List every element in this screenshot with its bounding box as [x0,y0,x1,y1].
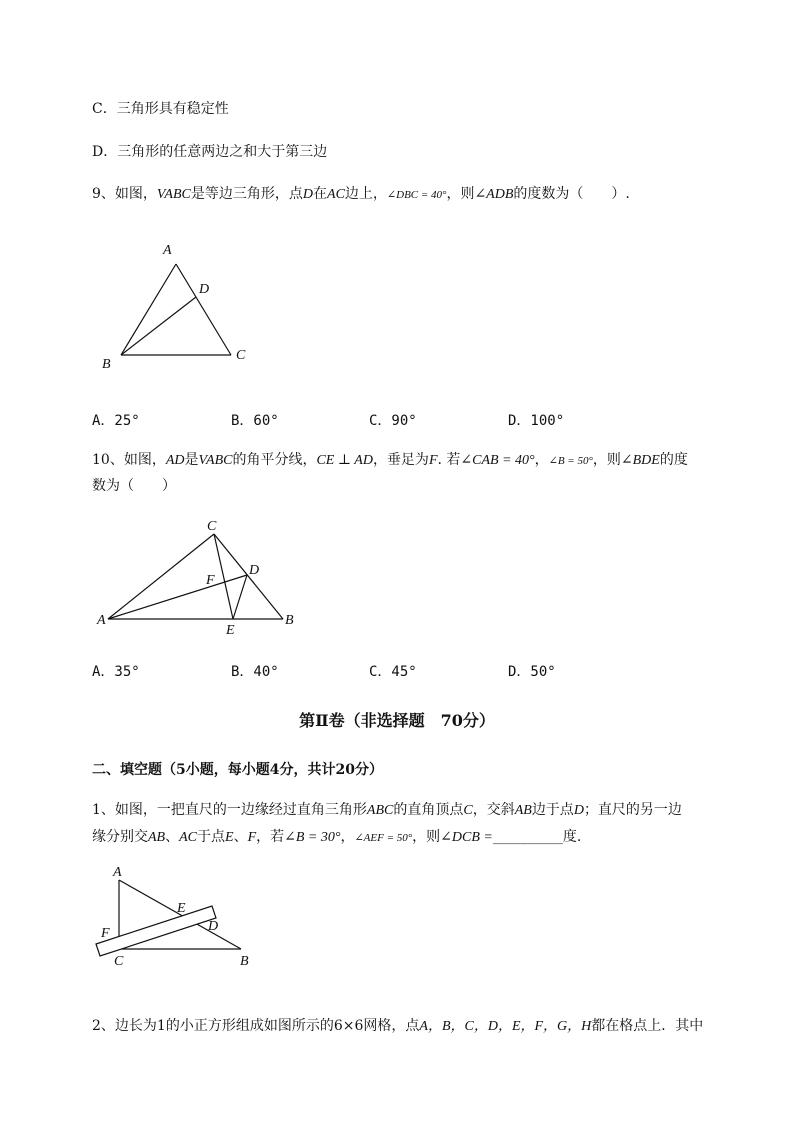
fill1-side-ac: AC [179,830,197,845]
fill1-seg-g: 于点 [197,829,225,845]
q9-angle-dbc: ∠DBC = 40° [386,189,447,201]
fill2-grid-size: 6×6 [333,1018,364,1034]
q10-point-f: F [428,453,438,468]
q10-seg-c: ，垂足为 [372,452,429,468]
fill2-seg-a: 的小正方形组成如图所示的 [165,1018,334,1034]
fill2-side-length: 1 [156,1018,166,1034]
fill2-points: A，B，C，D，E，F，G，H [419,1019,592,1034]
fill1-label-b: B [240,954,249,969]
q9-label-c: C [236,348,246,363]
fill2-seg-c: 都在格点上．其中 [591,1018,704,1034]
q10-seg-a: 是 [184,452,199,468]
question-10-line2: 数为（ ） [92,478,176,494]
fill1-seg-h: 、 [233,829,248,845]
fill1-seg-f: 、 [165,829,180,845]
fill1-label-f: F [101,926,110,941]
q10-seg-d: . 若 [437,452,461,468]
section-subtitle: 二、填空题（5小题，每小题4分，共计20分） [92,762,383,778]
q10-option-b: B．40° [231,664,279,680]
q10-label-c: C [207,519,217,534]
q9-label-d: D [199,282,210,297]
q10-angle-b: ∠B = 50° [548,455,593,467]
q10-seg-b: 的角平分线， [232,452,317,468]
fill1-label-c: C [114,954,124,969]
q10-label-b: B [285,613,294,628]
q10-label-a: A [97,613,106,628]
fill1-triangle: ABC [366,803,394,818]
fill1-seg-e: ；直尺的另一边 [583,802,682,818]
q9-seg-c: 边上， [344,186,387,202]
section-title: 第Ⅱ卷（非选择题 70分） [299,711,495,730]
q9-triangle: VABC [156,187,191,202]
q10-triangle: VABC [198,453,233,468]
q9-seg-b: 在 [313,186,328,202]
q10-seg-e: ， [534,452,549,468]
q9-option-b: B．60° [231,413,279,429]
q9-side-ac: AC [327,187,345,202]
fill1-seg-i: ，若 [256,829,285,845]
q9-option-a: A．25° [92,413,140,429]
fill1-point-e: E [225,830,234,845]
q10-label-f: F [206,573,215,588]
q10-option-c: C．45° [369,664,417,680]
option-c-prev: C．三角形具有稳定性 [92,101,229,117]
q10-label-d: D [249,563,260,578]
fill1-seg-l: 度. [562,829,582,845]
q10-seg-h: 的度 [659,452,688,468]
q10-seg-g: ，则 [592,452,621,468]
q9-point-d: D [302,187,314,202]
q9-seg-f: 的度数为（ ）. [513,186,630,202]
fill1-angle-b: ∠B = 30° [284,830,341,845]
fill1-side-ab2: AB [148,830,166,845]
fill1-label-d: D [208,919,219,934]
fill1-seg-d: 边于点 [531,802,574,818]
fill1-seg-b: ，交斜 [472,802,515,818]
q9-seg-e: ，则 [446,186,475,202]
q9-option-d: D．100° [508,413,565,429]
fill1-angle-dcb: ∠DCB = [440,830,493,845]
option-d-prev: D．三角形的任意两边之和大于第三边 [92,144,328,160]
q10-option-d: D．50° [508,664,556,680]
fill1-line2a: 缘分别交 [92,829,148,845]
fill1-point-f: F [247,830,257,845]
fill1-seg-a: 的直角顶点 [393,802,464,818]
fill1-label-e: E [177,901,186,916]
fill2-seg-b: 网格，点 [363,1018,420,1034]
q10-option-a: A．35° [92,664,140,680]
q10-pre: 10、如图， [92,452,166,468]
fill1-side-ab: AB [514,803,532,818]
q9-label-a: A [163,243,172,258]
fill1-seg-j: ， [340,829,355,845]
fill-2-text [92,1017,703,1036]
fill1-angle-aef: ∠AEF = 50° [354,832,413,844]
fill1-point-c: C [463,803,473,818]
q9-angle-adb: ∠ADB [474,187,514,202]
fill1-seg-k: ，则 [412,829,441,845]
fill2-pre: 2、边长为 [92,1018,157,1034]
q10-angle-cab: ∠CAB = 40° [460,453,535,468]
q10-angle-bde: ∠BDE [620,453,660,468]
q10-line-ad: AD [165,453,185,468]
q9-pre: 9、如图， [92,186,157,202]
fill1-point-d: D [573,803,584,818]
fill1-answer-blank[interactable]: __________ [492,829,563,845]
fill1-pre: 1、如图，一把直尺的一边缘经过直角三角形 [92,802,367,818]
fill1-label-a: A [113,865,122,880]
q9-seg-a: 是等边三角形，点 [190,186,303,202]
q9-label-b: B [102,357,111,372]
q10-label-e: E [226,623,235,638]
q10-perp: CE ⊥ AD [316,453,373,468]
q9-option-c: C．90° [369,413,417,429]
